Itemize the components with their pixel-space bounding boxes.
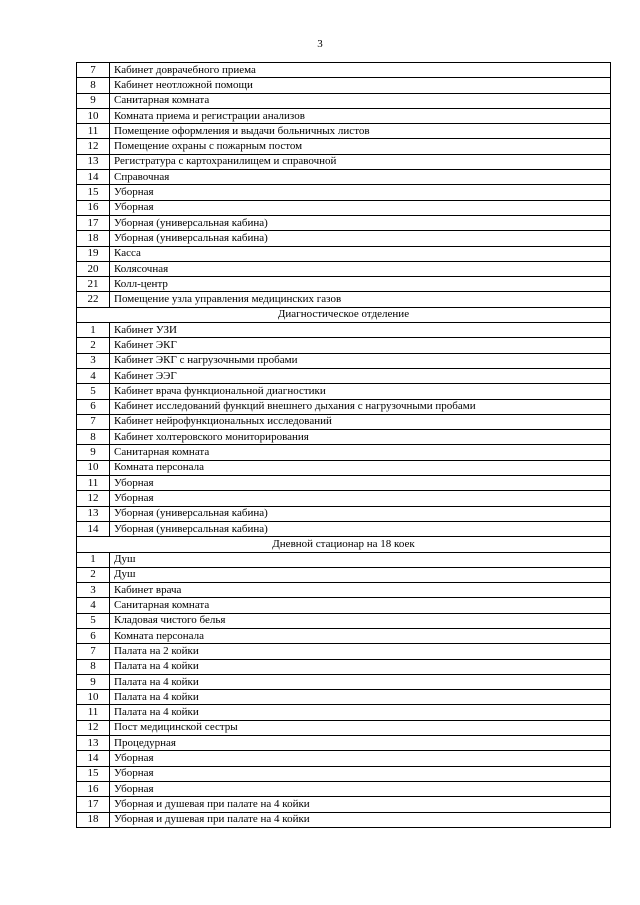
room-name: Кабинет ЭЭГ	[110, 368, 611, 383]
table-row	[77, 659, 611, 674]
table-row	[77, 506, 611, 521]
table-row	[77, 399, 611, 414]
room-name: Уборная	[110, 781, 611, 796]
row-number: 20	[77, 261, 110, 276]
row-number: 12	[77, 491, 110, 506]
room-name: Регистратура с картохранилищем и справочной	[110, 154, 611, 169]
row-number: 3	[77, 353, 110, 368]
room-name: Палата на 4 койки	[110, 705, 611, 720]
table-row	[77, 200, 611, 215]
table-row	[77, 460, 611, 475]
room-name: Комната персонала	[110, 628, 611, 643]
room-name: Душ	[110, 567, 611, 582]
table-row	[77, 338, 611, 353]
row-number: 18	[77, 812, 110, 827]
table-row	[77, 139, 611, 154]
room-name: Помещение узла управления медицинских газов	[110, 292, 611, 307]
table-row	[77, 384, 611, 399]
room-name: Палата на 4 койки	[110, 690, 611, 705]
room-name: Уборная и душевая при палате на 4 койки	[110, 812, 611, 827]
row-number: 3	[77, 583, 110, 598]
row-number: 8	[77, 659, 110, 674]
table-row	[77, 414, 611, 429]
room-name: Кабинет УЗИ	[110, 323, 611, 338]
section-title: Дневной стационар на 18 коек	[77, 537, 611, 552]
table-row	[77, 246, 611, 261]
table-row	[77, 154, 611, 169]
table-row	[77, 613, 611, 628]
page-number: 3	[317, 38, 323, 50]
table-row	[77, 445, 611, 460]
row-number: 9	[77, 674, 110, 689]
room-name: Справочная	[110, 170, 611, 185]
room-name: Палата на 4 койки	[110, 659, 611, 674]
row-number: 15	[77, 766, 110, 781]
table-row	[77, 598, 611, 613]
room-name: Кабинет неотложной помощи	[110, 78, 611, 93]
table-row	[77, 766, 611, 781]
rooms-table	[76, 62, 611, 828]
table-row	[77, 108, 611, 123]
row-number: 14	[77, 170, 110, 185]
room-name: Колл-центр	[110, 277, 611, 292]
row-number: 10	[77, 108, 110, 123]
row-number: 5	[77, 384, 110, 399]
table-row	[77, 812, 611, 827]
row-number: 7	[77, 644, 110, 659]
table-row	[77, 170, 611, 185]
row-number: 18	[77, 231, 110, 246]
table-row	[77, 797, 611, 812]
room-name: Душ	[110, 552, 611, 567]
table-row	[77, 63, 611, 78]
room-name: Кабинет врача функциональной диагностики	[110, 384, 611, 399]
room-name: Колясочная	[110, 261, 611, 276]
row-number: 21	[77, 277, 110, 292]
table-row	[77, 185, 611, 200]
row-number: 10	[77, 690, 110, 705]
row-number: 13	[77, 154, 110, 169]
room-name: Уборная (универсальная кабина)	[110, 215, 611, 230]
row-number: 2	[77, 338, 110, 353]
table-row	[77, 323, 611, 338]
table-row	[77, 491, 611, 506]
room-name: Кабинет ЭКГ с нагрузочными пробами	[110, 353, 611, 368]
table-row	[77, 368, 611, 383]
row-number: 1	[77, 323, 110, 338]
room-name: Кладовая чистого белья	[110, 613, 611, 628]
room-name: Уборная (универсальная кабина)	[110, 506, 611, 521]
row-number: 19	[77, 246, 110, 261]
section-title: Диагностическое отделение	[77, 307, 611, 322]
table-row	[77, 521, 611, 536]
section-header-row	[77, 537, 611, 552]
row-number: 15	[77, 185, 110, 200]
row-number: 5	[77, 613, 110, 628]
row-number: 9	[77, 445, 110, 460]
room-name: Кабинет доврачебного приема	[110, 63, 611, 78]
room-name: Санитарная комната	[110, 445, 611, 460]
row-number: 8	[77, 430, 110, 445]
row-number: 6	[77, 399, 110, 414]
rooms-table-body	[77, 63, 611, 828]
row-number: 16	[77, 781, 110, 796]
room-name: Санитарная комната	[110, 598, 611, 613]
room-name: Кабинет холтеровского мониторирования	[110, 430, 611, 445]
row-number: 7	[77, 63, 110, 78]
row-number: 1	[77, 552, 110, 567]
table-row	[77, 124, 611, 139]
row-number: 13	[77, 736, 110, 751]
row-number: 10	[77, 460, 110, 475]
row-number: 7	[77, 414, 110, 429]
row-number: 22	[77, 292, 110, 307]
row-number: 4	[77, 368, 110, 383]
room-name: Касса	[110, 246, 611, 261]
row-number: 12	[77, 720, 110, 735]
row-number: 11	[77, 705, 110, 720]
table-row	[77, 277, 611, 292]
row-number: 9	[77, 93, 110, 108]
row-number: 12	[77, 139, 110, 154]
room-name: Палата на 2 койки	[110, 644, 611, 659]
table-row	[77, 567, 611, 582]
row-number: 6	[77, 628, 110, 643]
room-name: Кабинет исследований функций внешнего дыхания с нагрузочными пробами	[110, 399, 611, 414]
row-number: 14	[77, 521, 110, 536]
row-number: 17	[77, 797, 110, 812]
room-name: Комната приема и регистрации анализов	[110, 108, 611, 123]
table-row	[77, 705, 611, 720]
room-name: Уборная	[110, 751, 611, 766]
room-name: Процедурная	[110, 736, 611, 751]
table-row	[77, 736, 611, 751]
room-name: Уборная	[110, 185, 611, 200]
table-row	[77, 430, 611, 445]
table-row	[77, 353, 611, 368]
room-name: Помещение охраны с пожарным постом	[110, 139, 611, 154]
room-name: Уборная	[110, 200, 611, 215]
table-row	[77, 552, 611, 567]
room-name: Уборная (универсальная кабина)	[110, 521, 611, 536]
room-name: Палата на 4 койки	[110, 674, 611, 689]
row-number: 16	[77, 200, 110, 215]
row-number: 17	[77, 215, 110, 230]
room-name: Уборная	[110, 476, 611, 491]
row-number: 8	[77, 78, 110, 93]
table-row	[77, 781, 611, 796]
table-row	[77, 720, 611, 735]
table-row	[77, 93, 611, 108]
table-row	[77, 78, 611, 93]
room-name: Санитарная комната	[110, 93, 611, 108]
room-name: Уборная	[110, 491, 611, 506]
table-row	[77, 644, 611, 659]
row-number: 13	[77, 506, 110, 521]
row-number: 4	[77, 598, 110, 613]
room-name: Пост медицинской сестры	[110, 720, 611, 735]
row-number: 2	[77, 567, 110, 582]
table-row	[77, 231, 611, 246]
row-number: 11	[77, 124, 110, 139]
room-name: Кабинет ЭКГ	[110, 338, 611, 353]
row-number: 11	[77, 476, 110, 491]
room-name: Уборная	[110, 766, 611, 781]
table-row	[77, 583, 611, 598]
table-row	[77, 628, 611, 643]
room-name: Помещение оформления и выдачи больничных листов	[110, 124, 611, 139]
table-row	[77, 215, 611, 230]
table-row	[77, 751, 611, 766]
table-row	[77, 292, 611, 307]
section-header-row	[77, 307, 611, 322]
row-number: 14	[77, 751, 110, 766]
room-name: Уборная (универсальная кабина)	[110, 231, 611, 246]
room-name: Кабинет нейрофункциональных исследований	[110, 414, 611, 429]
table-row	[77, 261, 611, 276]
table-row	[77, 690, 611, 705]
table-row	[77, 476, 611, 491]
table-row	[77, 674, 611, 689]
room-name: Уборная и душевая при палате на 4 койки	[110, 797, 611, 812]
room-name: Кабинет врача	[110, 583, 611, 598]
room-name: Комната персонала	[110, 460, 611, 475]
